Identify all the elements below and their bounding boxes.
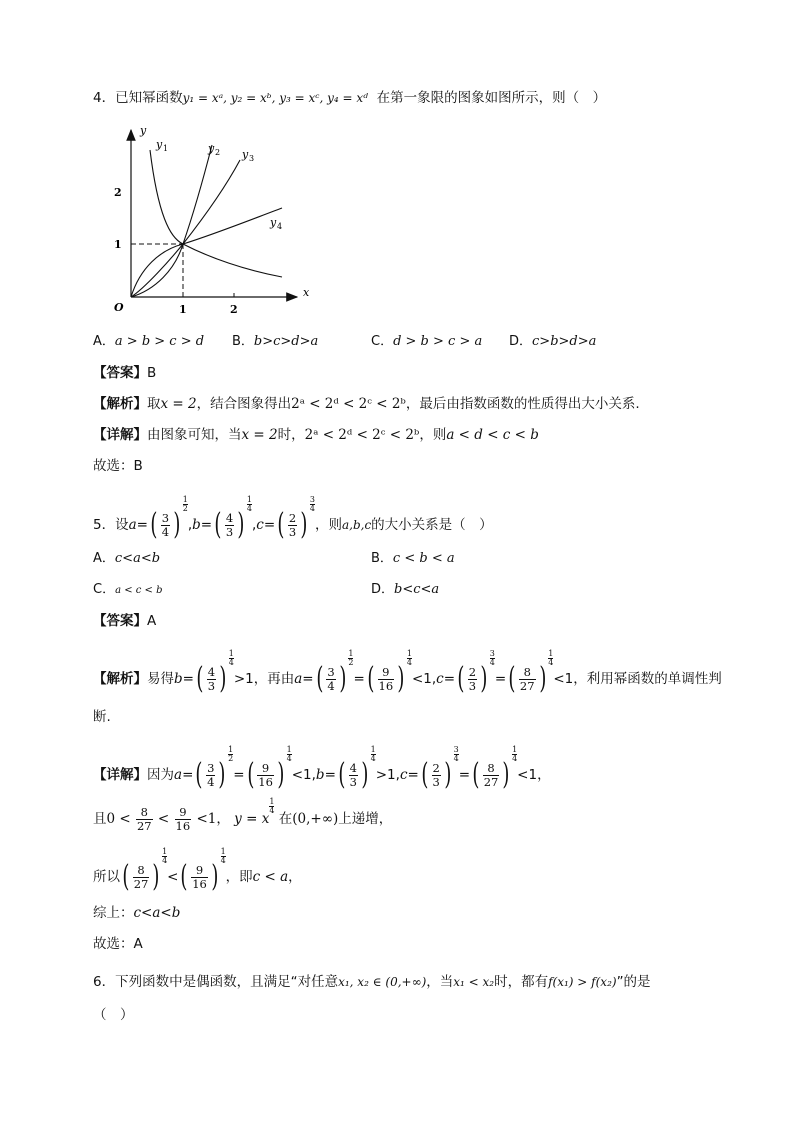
q4-answer [93,363,156,383]
tick-x1-label: 1 [179,303,187,316]
q6-stem-c: 时，都有 [494,974,549,990]
q4-analysis-a: 取 [147,396,161,412]
q5-option-b[interactable] [371,549,455,569]
q6-number: 6． [93,974,116,990]
q6-stem-vars: x₁, x₂ ∈ (0,+∞) [338,975,427,989]
q4-option-c[interactable] [371,332,482,352]
q4-answer-tag: 【答案】 [93,365,147,381]
q5-line2-c: 上递增， [338,811,393,827]
q5-line3: 所以( $\frac{8}{27}$ ) $\frac{1}{4}$ <( $\frac{9}{16}$ ) $\frac{1}{4}$ ，即c < a， [93,847,302,894]
q4-option-b[interactable] [232,332,318,352]
q5-stem-c: 的大小关系是（ ） [371,517,493,533]
q5-line3-res: c < a [252,869,289,885]
q5-line3-c: ， [288,869,302,885]
q5-stem-a: 设 [115,517,129,533]
q5-analysis: 【解析】易得b=( $\frac{4}{3}$ ) $\frac{1}{4}$ >1，再由a=( $\frac{3}{4}$ ) $\frac{1}{2}$ =( $\frac{9}{16}$ ) $\frac{1}{4}$ <1,c=( $\frac{2}{3}$ ) $\frac{3}{4}$ =( $\frac{8}{27}$ ) $\frac{1}{4}$ <1，利用幂函数的单调性判 [93,649,722,696]
q5-answer-tag: 【答案】 [93,613,147,629]
q5-option-b-text: c < b < a [392,551,455,566]
q4-option-c-text: d > b > c > a [393,334,483,349]
q5-option-c-label: C． [93,582,116,597]
q5-analysis-d: 断. [93,709,111,725]
q4-detail-b: 时， [277,427,305,443]
q4-stem [93,88,606,108]
q5-summary-label: 综上： [93,905,134,921]
tick-x2-label: 2 [230,303,238,316]
q5-analysis-b: ，再由 [253,671,295,687]
q6-stem-cond: x₁ < x₂ [453,975,495,989]
tick-y2-label: 2 [114,186,122,199]
q6-stem-a: 下列函数中是偶函数，且满足“对任意 [115,974,339,990]
q6-stem [93,972,651,992]
q4-detail-ineq: 2ᵃ < 2ᵈ < 2ᶜ < 2ᵇ [304,427,420,443]
x-axis-label: x [303,286,310,299]
q4-analysis [93,394,640,414]
q5-option-a-label: A． [93,551,115,566]
q5-stem-vars: a,b,c [341,518,372,532]
q6-stem-e: （ ） [93,1007,134,1023]
tick-y1-label: 1 [114,238,122,251]
label-y4: y [270,216,277,229]
label-y1: y [156,138,163,151]
q5-stem-b: ，则 [314,517,342,533]
q5-line2-a: 且 [93,811,107,827]
label-y3: y [242,148,249,161]
q4-choice: 故选：B [93,458,143,474]
q5-number: 5． [93,517,116,533]
q4-detail-x: x = 2 [241,427,278,443]
label-y3-sub: 3 [249,154,255,163]
q5-option-a[interactable] [93,549,160,569]
curve-y3 [131,160,240,297]
q4-option-a-text: a > b > c > d [114,334,205,349]
q6-stem-b: ，当 [426,974,454,990]
q5-answer-value: A [147,613,157,629]
q4-detail [93,425,539,445]
q5-answer [93,611,156,631]
q5-option-d-text: b<c<a [394,582,440,597]
q5-option-c[interactable] [93,580,163,601]
q4-number: 4． [93,90,116,106]
q4-funcs: y₁ = xᵃ, y₂ = xᵇ, y₃ = xᶜ, y₄ = xᵈ [182,91,368,105]
q5-line3-a: 所以 [93,869,120,885]
q5-line2-b: 在 [278,811,293,827]
label-y1-sub: 1 [163,144,169,153]
q6-stem-ineq: f(x₁) > f(x₂) [548,975,617,989]
q5-summary-res: c<a<b [133,905,181,921]
q4-analysis-ineq: 2ᵃ < 2ᵈ < 2ᶜ < 2ᵇ [291,396,406,412]
q4-detail-res: a < d < c < b [446,427,539,443]
q4-option-a[interactable] [93,332,204,352]
y-axis-label: y [140,124,147,137]
q4-option-c-label: C． [371,334,394,349]
q5-stem: 5．设a=( $\frac{3}{4}$ ) $\frac{1}{2}$ ,b=( $\frac{4}{3}$ ) $\frac{1}{4}$ ,c=( $\frac{2}{3}$ ) $\frac{3}{4}$ ，则a,b,c的大小关系是（ ） [93,495,493,542]
label-y2: y [208,142,215,155]
q4-option-d[interactable] [509,332,596,352]
q5-line3-b: ，即 [225,869,253,885]
q5-option-a-text: c<a<b [114,551,161,566]
q5-analysis-tag: 【解析】 [93,671,147,687]
q4-option-a-label: A． [93,334,115,349]
q4-analysis-x: x = 2 [160,396,197,412]
q4-option-b-text: b>c>d>a [253,334,319,349]
q4-detail-tag: 【详解】 [93,427,147,443]
q5-choice: 故选：A [93,936,143,952]
curve-y4 [131,208,282,297]
curve-y1 [150,150,282,277]
q5-option-d-label: D． [371,582,395,597]
q5-line2-interval: (0,+∞) [292,811,339,827]
q5-analysis-a: 易得 [147,671,174,687]
q5-line2: 且0 < $\frac{8}{27}$ < $\frac{9}{16}$ <1， y = x $\frac{1}{4}$ 在(0,+∞)上递增， [93,797,393,833]
label-y2-sub: 2 [215,148,221,157]
q4-analysis-b: ，结合图象得出 [196,396,292,412]
q5-option-b-label: B． [371,551,393,566]
q4-answer-value: B [147,365,157,381]
q4-detail-a: 由图象可知，当 [147,427,242,443]
q4-option-b-label: B． [232,334,254,349]
q5-detail-tag: 【详解】 [93,767,147,783]
q5-analysis-c: ，利用幂函数的单调性判 [573,671,722,687]
q4-analysis-c: ，最后由指数函数的性质得出大小关系. [405,396,640,412]
q4-power-function-graph [100,120,310,325]
q4-analysis-tag: 【解析】 [93,396,147,412]
q4-detail-c: ，则 [419,427,447,443]
label-y4-sub: 4 [277,222,283,231]
q5-option-d[interactable] [371,580,439,600]
q4-option-d-label: D． [509,334,533,349]
q4-stem-b: 在第一象限的图象如图所示，则（ ） [376,90,607,106]
q5-summary [93,903,180,923]
q4-option-d-text: c>b>d>a [532,334,597,349]
q4-stem-a: 已知幂函数 [115,90,183,106]
q5-detail: 【详解】因为a=( $\frac{3}{4}$ ) $\frac{1}{2}$ =( $\frac{9}{16}$ ) $\frac{1}{4}$ <1,b=( $\frac{4}{3}$ ) $\frac{1}{4}$ >1,c=( $\frac{2}{3}$ ) $\frac{3}{4}$ =( $\frac{8}{27}$ ) $\frac{1}{4}$ <1， [93,745,551,792]
q5-detail-a: 因为 [147,767,174,783]
q5-option-c-text: a < c < b [115,585,163,596]
q6-stem-d: ”的是 [616,974,651,990]
origin-label: O [114,301,124,314]
